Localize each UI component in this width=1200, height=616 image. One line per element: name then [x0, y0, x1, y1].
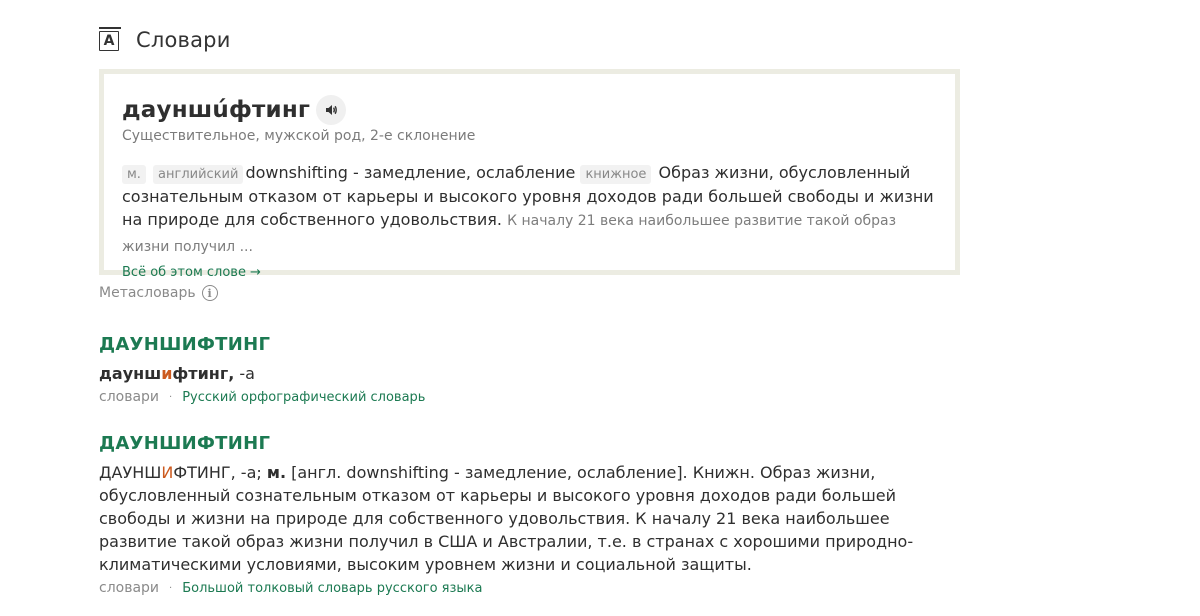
language-tag: английский: [153, 165, 243, 184]
section-title: Словари: [136, 27, 231, 52]
style-tag: книжное: [580, 165, 651, 184]
source-link[interactable]: Большой толковый словарь русского языка: [182, 580, 483, 596]
dictionary-icon: A: [99, 27, 120, 52]
speaker-icon[interactable]: [316, 95, 346, 125]
entry-title[interactable]: ДАУНШИФТИНГ: [99, 334, 271, 355]
all-about-word-link[interactable]: Всё об этом слове →: [122, 265, 261, 280]
grammar-info: Существительное, мужской род, 2-е склонение: [122, 128, 476, 144]
entry-body: ДАУНШИФТИНГ, -а; м. [англ. downshifting - замедление, ослабление]. Книжн. Образ жизни, обусловленный сознательным отказом от карьеры и высокого уровня доходов ради большей свободы и жизни на природе для собственного удовольствия. К началу 21 века наибольшее развитие такой образ жизни получил в США и Австралии, т.е. в странах с хорошими природно-климатическими условиями, высоким уровнем жизни и социальной защиты.: [99, 463, 914, 574]
source-link[interactable]: Русский орфографический словарь: [182, 389, 426, 405]
metadictionary[interactable]: [99, 285, 218, 301]
definition-text: Образ жизни, обусловленный сознательным отказом от карьеры и высокого уровня доходов ради большей свободы и жизни на природе для собственного удовольствия.: [122, 163, 934, 229]
entry-title[interactable]: ДАУНШИФТИНГ: [99, 433, 271, 454]
word-card: [99, 69, 960, 280]
definition: [122, 161, 942, 259]
gender-tag: м.: [122, 165, 146, 184]
metadict-label: Метасловарь: [99, 285, 196, 301]
arrow-right-icon: →: [249, 265, 261, 280]
entry-body: дауншифтинг, -а: [99, 364, 255, 383]
entry-source: словари · Большой толковый словарь русского языка: [99, 580, 483, 596]
source-label[interactable]: словари: [99, 389, 160, 405]
example-text: К началу 21 века наибольшее развитие такой образ жизни получил ...: [122, 213, 897, 255]
section-header: [99, 27, 231, 52]
headword: дауншúфтинг: [122, 97, 311, 123]
source-label[interactable]: словари: [99, 580, 160, 596]
info-icon[interactable]: i: [202, 285, 218, 301]
entry-source: словари · Русский орфографический словарь: [99, 389, 426, 405]
etymology: downshifting - замедление, ослабление: [245, 163, 576, 182]
